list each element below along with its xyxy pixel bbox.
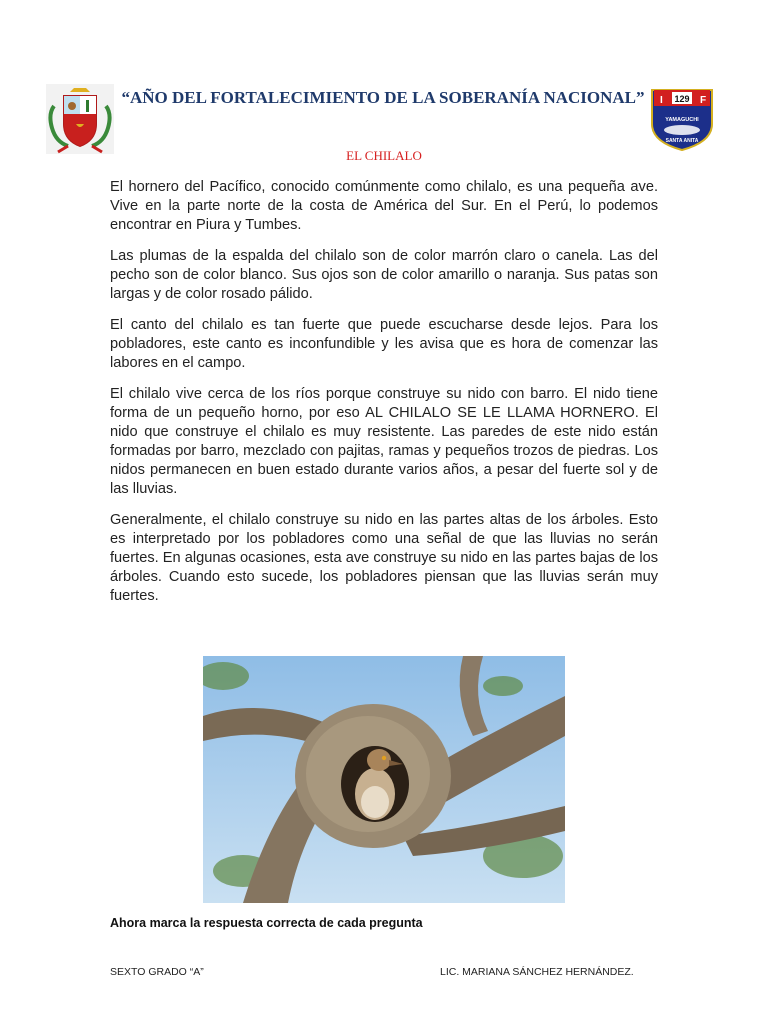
article-body	[110, 178, 658, 618]
header-motto: “AÑO DEL FORTALECIMIENTO DE LA SOBERANÍA NACIONAL”	[121, 88, 645, 107]
badge-name-top: YAMAGUCHI	[665, 117, 699, 123]
badge-name-bottom: SANTA ANITA	[665, 138, 699, 144]
instruction-text: Ahora marca la respuesta correcta de cada pregunta	[110, 916, 423, 930]
badge-number: 129	[674, 94, 690, 104]
paragraph: Generalmente, el chilalo construye su nido en las partes altas de los árboles. Esto es interpretado por los pobladores como una señal de que las lluvias no serán fuertes. En algunas ocasiones, esta ave construye su nido en las partes bajas de los árboles. Cuando esto sucede, los pobladores piensan que las lluvias serán muy fuertes.	[110, 512, 658, 604]
peru-coat-of-arms-icon	[46, 84, 114, 154]
paragraph: Las plumas de la espalda del chilalo son de color marrón claro o canela. Las del pecho son de color blanco. Sus ojos son de color amarillo o naranja. Sus patas son largas y de color rosado pálido.	[110, 248, 658, 302]
document-title: EL CHILALO	[346, 148, 422, 163]
school-shield-icon	[648, 84, 716, 152]
footer-teacher: LIC. MARIANA SÁNCHEZ HERNÁNDEZ.	[440, 966, 634, 978]
paragraph: El hornero del Pacífico, conocido comúnmente como chilalo, es una pequeña ave. Vive en la parte norte de la costa de América del Sur. En el Perú, lo podemos encontrar en Piura y Tumbes.	[110, 179, 658, 233]
badge-letter-left: I	[660, 95, 663, 106]
paragraph: El canto del chilalo es tan fuerte que puede escucharse desde lejos. Para los pobladores, este canto es inconfundible y les avisa que es hora de comenzar las labores en el campo.	[110, 317, 658, 371]
footer-grade: SEXTO GRADO “A”	[110, 966, 204, 978]
paragraph: El chilalo vive cerca de los ríos porque construye su nido con barro. El nido tiene forma de un pequeño horno, por eso AL CHILALO SE LE LLAMA HORNERO. El nido que construye el chilalo es muy resistente. Las paredes de este nido están formadas por barro, mezclado con pajitas, ramas y pequeños trozos de piedras. Los nidos permanecen en buen estado durante varios años, a pesar del fuerte sol y de las lluvias.	[110, 386, 658, 497]
badge-letter-right: F	[700, 95, 707, 106]
hornero-nest-photo	[203, 656, 565, 903]
